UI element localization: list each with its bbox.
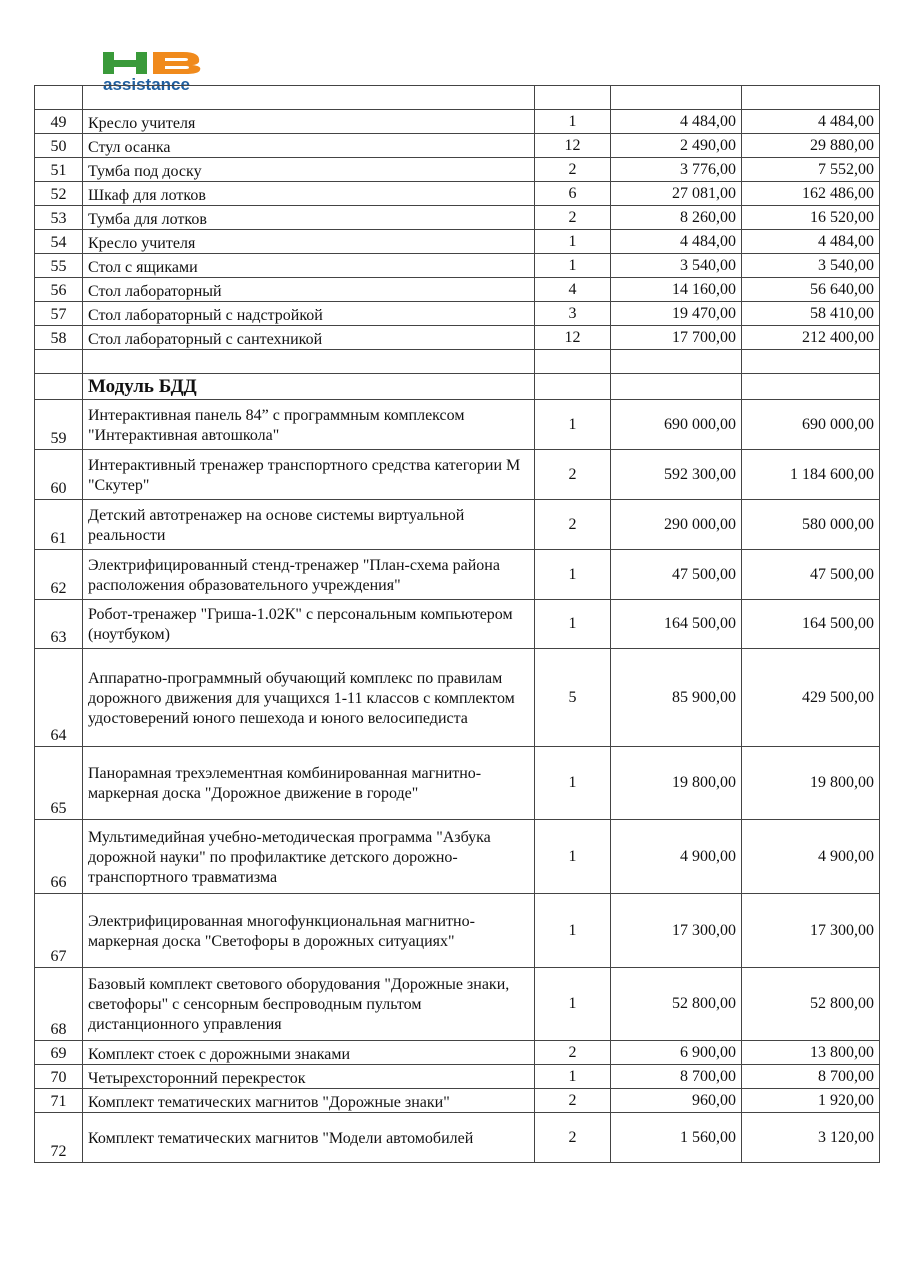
table-row [35, 1041, 880, 1065]
table-row [35, 326, 880, 350]
item-total: 29 880,00 [742, 134, 880, 158]
table-row [35, 600, 880, 649]
item-unit-price: 85 900,00 [611, 649, 742, 747]
row-number: 49 [35, 110, 83, 134]
item-name: Комплект тематических магнитов "Дорожные знаки" [83, 1089, 535, 1113]
item-unit-price: 47 500,00 [611, 550, 742, 600]
item-quantity: 1 [535, 820, 611, 894]
blank-cell [742, 374, 880, 400]
table-row [35, 1065, 880, 1089]
table-row [35, 747, 880, 820]
item-quantity: 2 [535, 158, 611, 182]
row-number: 62 [35, 550, 83, 600]
item-name: Робот-тренажер "Гриша-1.02К" с персональным компьютером (ноутбуком) [83, 600, 535, 649]
blank-cell [611, 86, 742, 110]
item-quantity: 1 [535, 600, 611, 649]
item-quantity: 1 [535, 110, 611, 134]
item-unit-price: 8 700,00 [611, 1065, 742, 1089]
item-unit-price: 4 900,00 [611, 820, 742, 894]
row-number: 65 [35, 747, 83, 820]
item-total: 212 400,00 [742, 326, 880, 350]
blank-cell [611, 374, 742, 400]
item-name: Базовый комплект светового оборудования "Дорожные знаки, светофоры" с сенсорным беспроводным пультом дистанционного управления [83, 968, 535, 1041]
row-number: 60 [35, 450, 83, 500]
item-total: 17 300,00 [742, 894, 880, 968]
item-unit-price: 19 800,00 [611, 747, 742, 820]
items-table [34, 85, 880, 1163]
item-name: Тумба для лотков [83, 206, 535, 230]
row-number: 66 [35, 820, 83, 894]
table-row [35, 820, 880, 894]
item-total: 3 120,00 [742, 1113, 880, 1163]
table-row [35, 230, 880, 254]
row-number: 70 [35, 1065, 83, 1089]
item-name: Интерактивный тренажер транспортного средства категории М "Скутер" [83, 450, 535, 500]
table-row-blank-spacer [35, 350, 880, 374]
item-name: Кресло учителя [83, 110, 535, 134]
row-number: 51 [35, 158, 83, 182]
item-name: Аппаратно-программный обучающий комплекс по правилам дорожного движения для учащихся 1-11 классов с комплектом удостоверений юного пешехода и юного велосипедиста [83, 649, 535, 747]
item-name: Электрифицированный стенд-тренажер "План-схема района расположения образовательного учреждения" [83, 550, 535, 600]
item-total: 162 486,00 [742, 182, 880, 206]
item-quantity: 2 [535, 500, 611, 550]
item-unit-price: 3 776,00 [611, 158, 742, 182]
blank-cell [83, 350, 535, 374]
item-total: 7 552,00 [742, 158, 880, 182]
item-name: Комплект стоек с дорожными знаками [83, 1041, 535, 1065]
row-number: 54 [35, 230, 83, 254]
item-unit-price: 14 160,00 [611, 278, 742, 302]
row-number: 58 [35, 326, 83, 350]
blank-cell [742, 350, 880, 374]
table-row [35, 894, 880, 968]
item-total: 1 184 600,00 [742, 450, 880, 500]
item-total: 19 800,00 [742, 747, 880, 820]
item-total: 4 900,00 [742, 820, 880, 894]
row-number: 56 [35, 278, 83, 302]
item-total: 16 520,00 [742, 206, 880, 230]
table-row [35, 1113, 880, 1163]
item-unit-price: 6 900,00 [611, 1041, 742, 1065]
item-name: Детский автотренажер на основе системы виртуальной реальности [83, 500, 535, 550]
item-total: 52 800,00 [742, 968, 880, 1041]
items-table-body [35, 86, 880, 1163]
row-number: 57 [35, 302, 83, 326]
item-quantity: 2 [535, 206, 611, 230]
row-number: 61 [35, 500, 83, 550]
row-number: 50 [35, 134, 83, 158]
item-unit-price: 592 300,00 [611, 450, 742, 500]
row-number: 63 [35, 600, 83, 649]
item-quantity: 12 [535, 326, 611, 350]
table-row [35, 254, 880, 278]
item-quantity: 2 [535, 450, 611, 500]
table-row [35, 302, 880, 326]
row-number: 52 [35, 182, 83, 206]
item-unit-price: 1 560,00 [611, 1113, 742, 1163]
item-unit-price: 19 470,00 [611, 302, 742, 326]
blank-cell [611, 350, 742, 374]
item-quantity: 1 [535, 550, 611, 600]
item-name: Тумба под доску [83, 158, 535, 182]
table-row [35, 134, 880, 158]
item-name: Панорамная трехэлементная комбинированная магнитно-маркерная доска "Дорожное движение в городе" [83, 747, 535, 820]
blank-cell [35, 374, 83, 400]
item-total: 8 700,00 [742, 1065, 880, 1089]
item-name: Кресло учителя [83, 230, 535, 254]
item-name: Электрифицированная многофункциональная магнитно-маркерная доска "Светофоры в дорожных ситуациях" [83, 894, 535, 968]
item-unit-price: 164 500,00 [611, 600, 742, 649]
item-total: 690 000,00 [742, 400, 880, 450]
item-unit-price: 17 700,00 [611, 326, 742, 350]
item-name: Комплект тематических магнитов "Модели автомобилей [83, 1113, 535, 1163]
item-total: 429 500,00 [742, 649, 880, 747]
table-row [35, 182, 880, 206]
table-row [35, 278, 880, 302]
item-name: Стул осанка [83, 134, 535, 158]
item-total: 13 800,00 [742, 1041, 880, 1065]
item-unit-price: 690 000,00 [611, 400, 742, 450]
item-total: 4 484,00 [742, 230, 880, 254]
blank-cell [535, 350, 611, 374]
section-header-row [35, 374, 880, 400]
item-quantity: 2 [535, 1041, 611, 1065]
table-row [35, 649, 880, 747]
blank-cell [535, 86, 611, 110]
item-total: 3 540,00 [742, 254, 880, 278]
item-total: 56 640,00 [742, 278, 880, 302]
item-unit-price: 290 000,00 [611, 500, 742, 550]
table-row [35, 968, 880, 1041]
item-total: 47 500,00 [742, 550, 880, 600]
table-row [35, 1089, 880, 1113]
item-quantity: 2 [535, 1113, 611, 1163]
item-unit-price: 27 081,00 [611, 182, 742, 206]
row-number: 71 [35, 1089, 83, 1113]
item-name: Стол лабораторный с надстройкой [83, 302, 535, 326]
item-name: Интерактивная панель 84” с программным комплексом "Интерактивная автошкола" [83, 400, 535, 450]
item-total: 580 000,00 [742, 500, 880, 550]
item-quantity: 4 [535, 278, 611, 302]
item-quantity: 1 [535, 254, 611, 278]
item-unit-price: 3 540,00 [611, 254, 742, 278]
table-row [35, 450, 880, 500]
item-quantity: 2 [535, 1089, 611, 1113]
blank-cell [742, 86, 880, 110]
row-number: 68 [35, 968, 83, 1041]
item-total: 4 484,00 [742, 110, 880, 134]
section-title: Модуль БДД [83, 374, 535, 400]
blank-cell [35, 86, 83, 110]
item-unit-price: 4 484,00 [611, 110, 742, 134]
item-quantity: 1 [535, 894, 611, 968]
table-row [35, 550, 880, 600]
table-row-blank-top [35, 86, 880, 110]
item-name: Шкаф для лотков [83, 182, 535, 206]
item-name: Стол лабораторный с сантехникой [83, 326, 535, 350]
item-unit-price: 4 484,00 [611, 230, 742, 254]
blank-cell [535, 374, 611, 400]
blank-cell [83, 86, 535, 110]
item-quantity: 3 [535, 302, 611, 326]
item-unit-price: 960,00 [611, 1089, 742, 1113]
row-number: 53 [35, 206, 83, 230]
table-row [35, 110, 880, 134]
table-row [35, 206, 880, 230]
item-quantity: 1 [535, 747, 611, 820]
item-unit-price: 52 800,00 [611, 968, 742, 1041]
table-row [35, 500, 880, 550]
item-unit-price: 2 490,00 [611, 134, 742, 158]
item-total: 1 920,00 [742, 1089, 880, 1113]
blank-cell [35, 350, 83, 374]
table-row [35, 158, 880, 182]
item-total: 164 500,00 [742, 600, 880, 649]
item-name: Четырехсторонний перекресток [83, 1065, 535, 1089]
row-number: 59 [35, 400, 83, 450]
item-quantity: 6 [535, 182, 611, 206]
item-name: Стол с ящиками [83, 254, 535, 278]
row-number: 67 [35, 894, 83, 968]
row-number: 69 [35, 1041, 83, 1065]
item-unit-price: 17 300,00 [611, 894, 742, 968]
item-total: 58 410,00 [742, 302, 880, 326]
item-quantity: 1 [535, 1065, 611, 1089]
item-name: Стол лабораторный [83, 278, 535, 302]
item-quantity: 1 [535, 400, 611, 450]
item-quantity: 12 [535, 134, 611, 158]
table-row [35, 400, 880, 450]
logo-wordmark: assistance [103, 75, 190, 94]
item-quantity: 1 [535, 968, 611, 1041]
item-unit-price: 8 260,00 [611, 206, 742, 230]
row-number: 55 [35, 254, 83, 278]
item-quantity: 5 [535, 649, 611, 747]
row-number: 64 [35, 649, 83, 747]
item-quantity: 1 [535, 230, 611, 254]
row-number: 72 [35, 1113, 83, 1163]
hb-letters-logo-mark [103, 50, 203, 76]
item-name: Мультимедийная учебно-методическая программа "Азбука дорожной науки" по профилактике детского дорожно-транспортного травматизма [83, 820, 535, 894]
